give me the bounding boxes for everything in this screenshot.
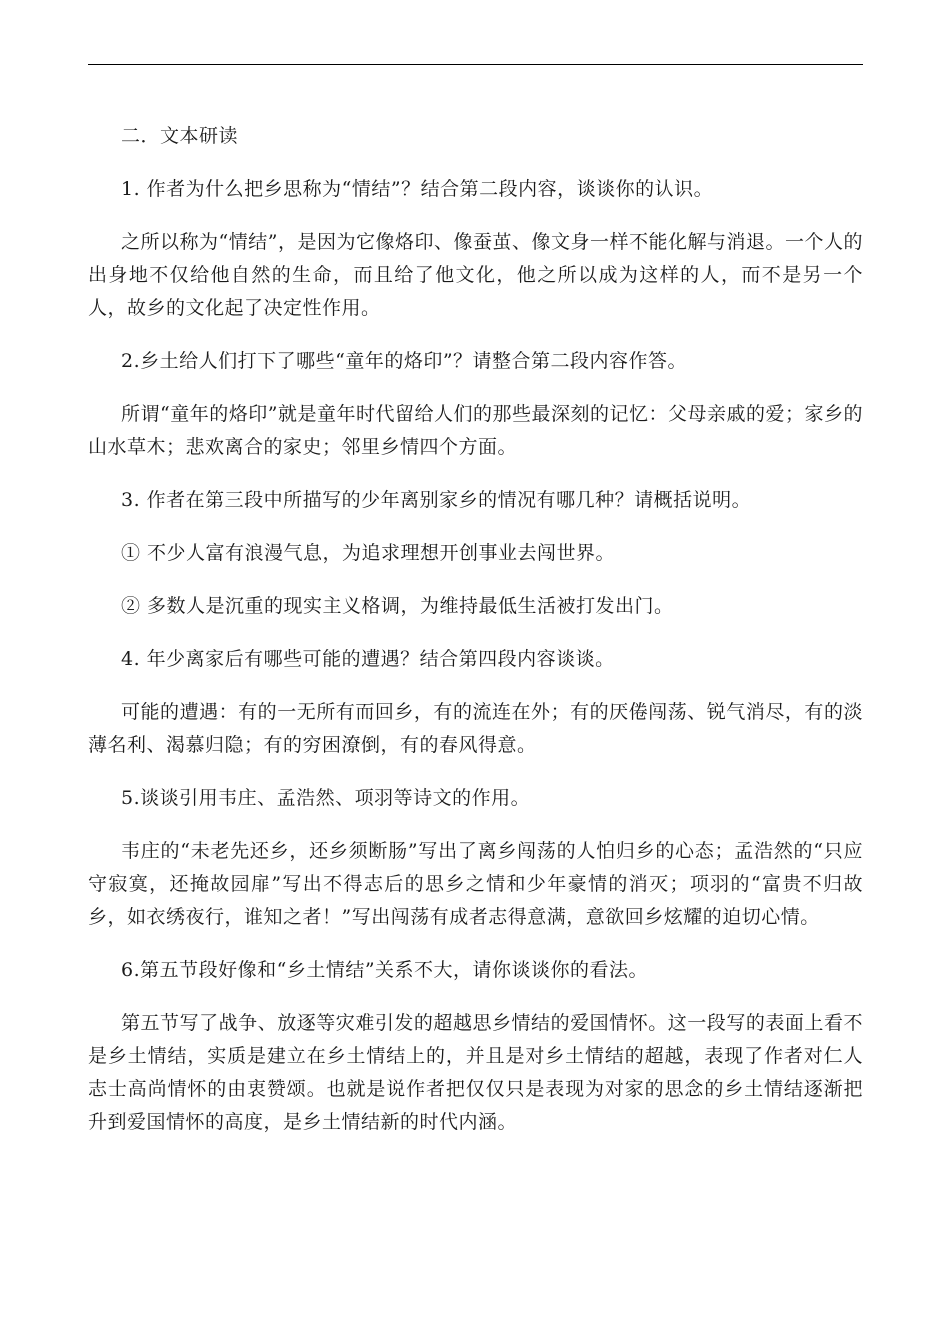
answer-1: 之所以称为“情结”，是因为它像烙印、像蚕茧、像文身一样不能化解与消退。一个人的出身地不仅给他自然的生命，而且给了他文化，他之所以成为这样的人，而不是另一个人，故乡的文化起了决定性作用。 [88,231,863,319]
document-body [88,120,863,1159]
answer-3-point-1: ① 不少人富有浪漫气息，为追求理想开创事业去闯世界。 [121,542,616,564]
answer-3-point-2: ② 多数人是沉重的现实主义格调，为维持最低生活被打发出门。 [121,595,674,617]
question-5: 5.谈谈引用韦庄、孟浩然、项羽等诗文的作用。 [121,787,531,809]
question-6: 6.第五节段好像和“乡土情结”关系不大，请你谈谈你的看法。 [121,959,649,981]
question-4: 4. 年少离家后有哪些可能的遭遇？结合第四段内容谈谈。 [121,648,615,670]
question-2: 2.乡土给人们打下了哪些“童年的烙印”？请整合第二段内容作答。 [121,350,688,372]
answer-2: 所谓“童年的烙印”就是童年时代留给人们的那些最深刻的记忆：父母亲戚的爱；家乡的山水草木；悲欢离合的家史；邻里乡情四个方面。 [88,403,863,458]
header-rule [88,64,863,65]
answer-6: 第五节写了战争、放逐等灾难引发的超越思乡情结的爱国情怀。这一段写的表面上看不是乡土情结，实质是建立在乡土情结上的，并且是对乡土情结的超越，表现了作者对仁人志士高尚情怀的由衷赞颂。也就是说作者把仅仅只是表现为对家的思念的乡土情结逐渐把升到爱国情怀的高度，是乡土情结新的时代内涵。 [88,1012,863,1133]
question-1: 1. 作者为什么把乡思称为“情结”？结合第二段内容，谈谈你的认识。 [121,178,714,200]
section-heading: 二．文本研读 [121,125,239,147]
answer-5: 韦庄的“未老先还乡，还乡须断肠”写出了离乡闯荡的人怕归乡的心态；孟浩然的“只应守寂寞，还掩故园扉”写出不得志后的思乡之情和少年豪情的消灭；项羽的“富贵不归故乡，如衣绣夜行，谁知之者！”写出闯荡有成者志得意满，意欲回乡炫耀的迫切心情。 [88,840,863,928]
answer-4: 可能的遭遇：有的一无所有而回乡，有的流连在外；有的厌倦闯荡、锐气消尽，有的淡薄名利、渴慕归隐；有的穷困潦倒，有的春风得意。 [88,701,863,756]
question-3: 3. 作者在第三段中所描写的少年离别家乡的情况有哪几种？请概括说明。 [121,489,752,511]
